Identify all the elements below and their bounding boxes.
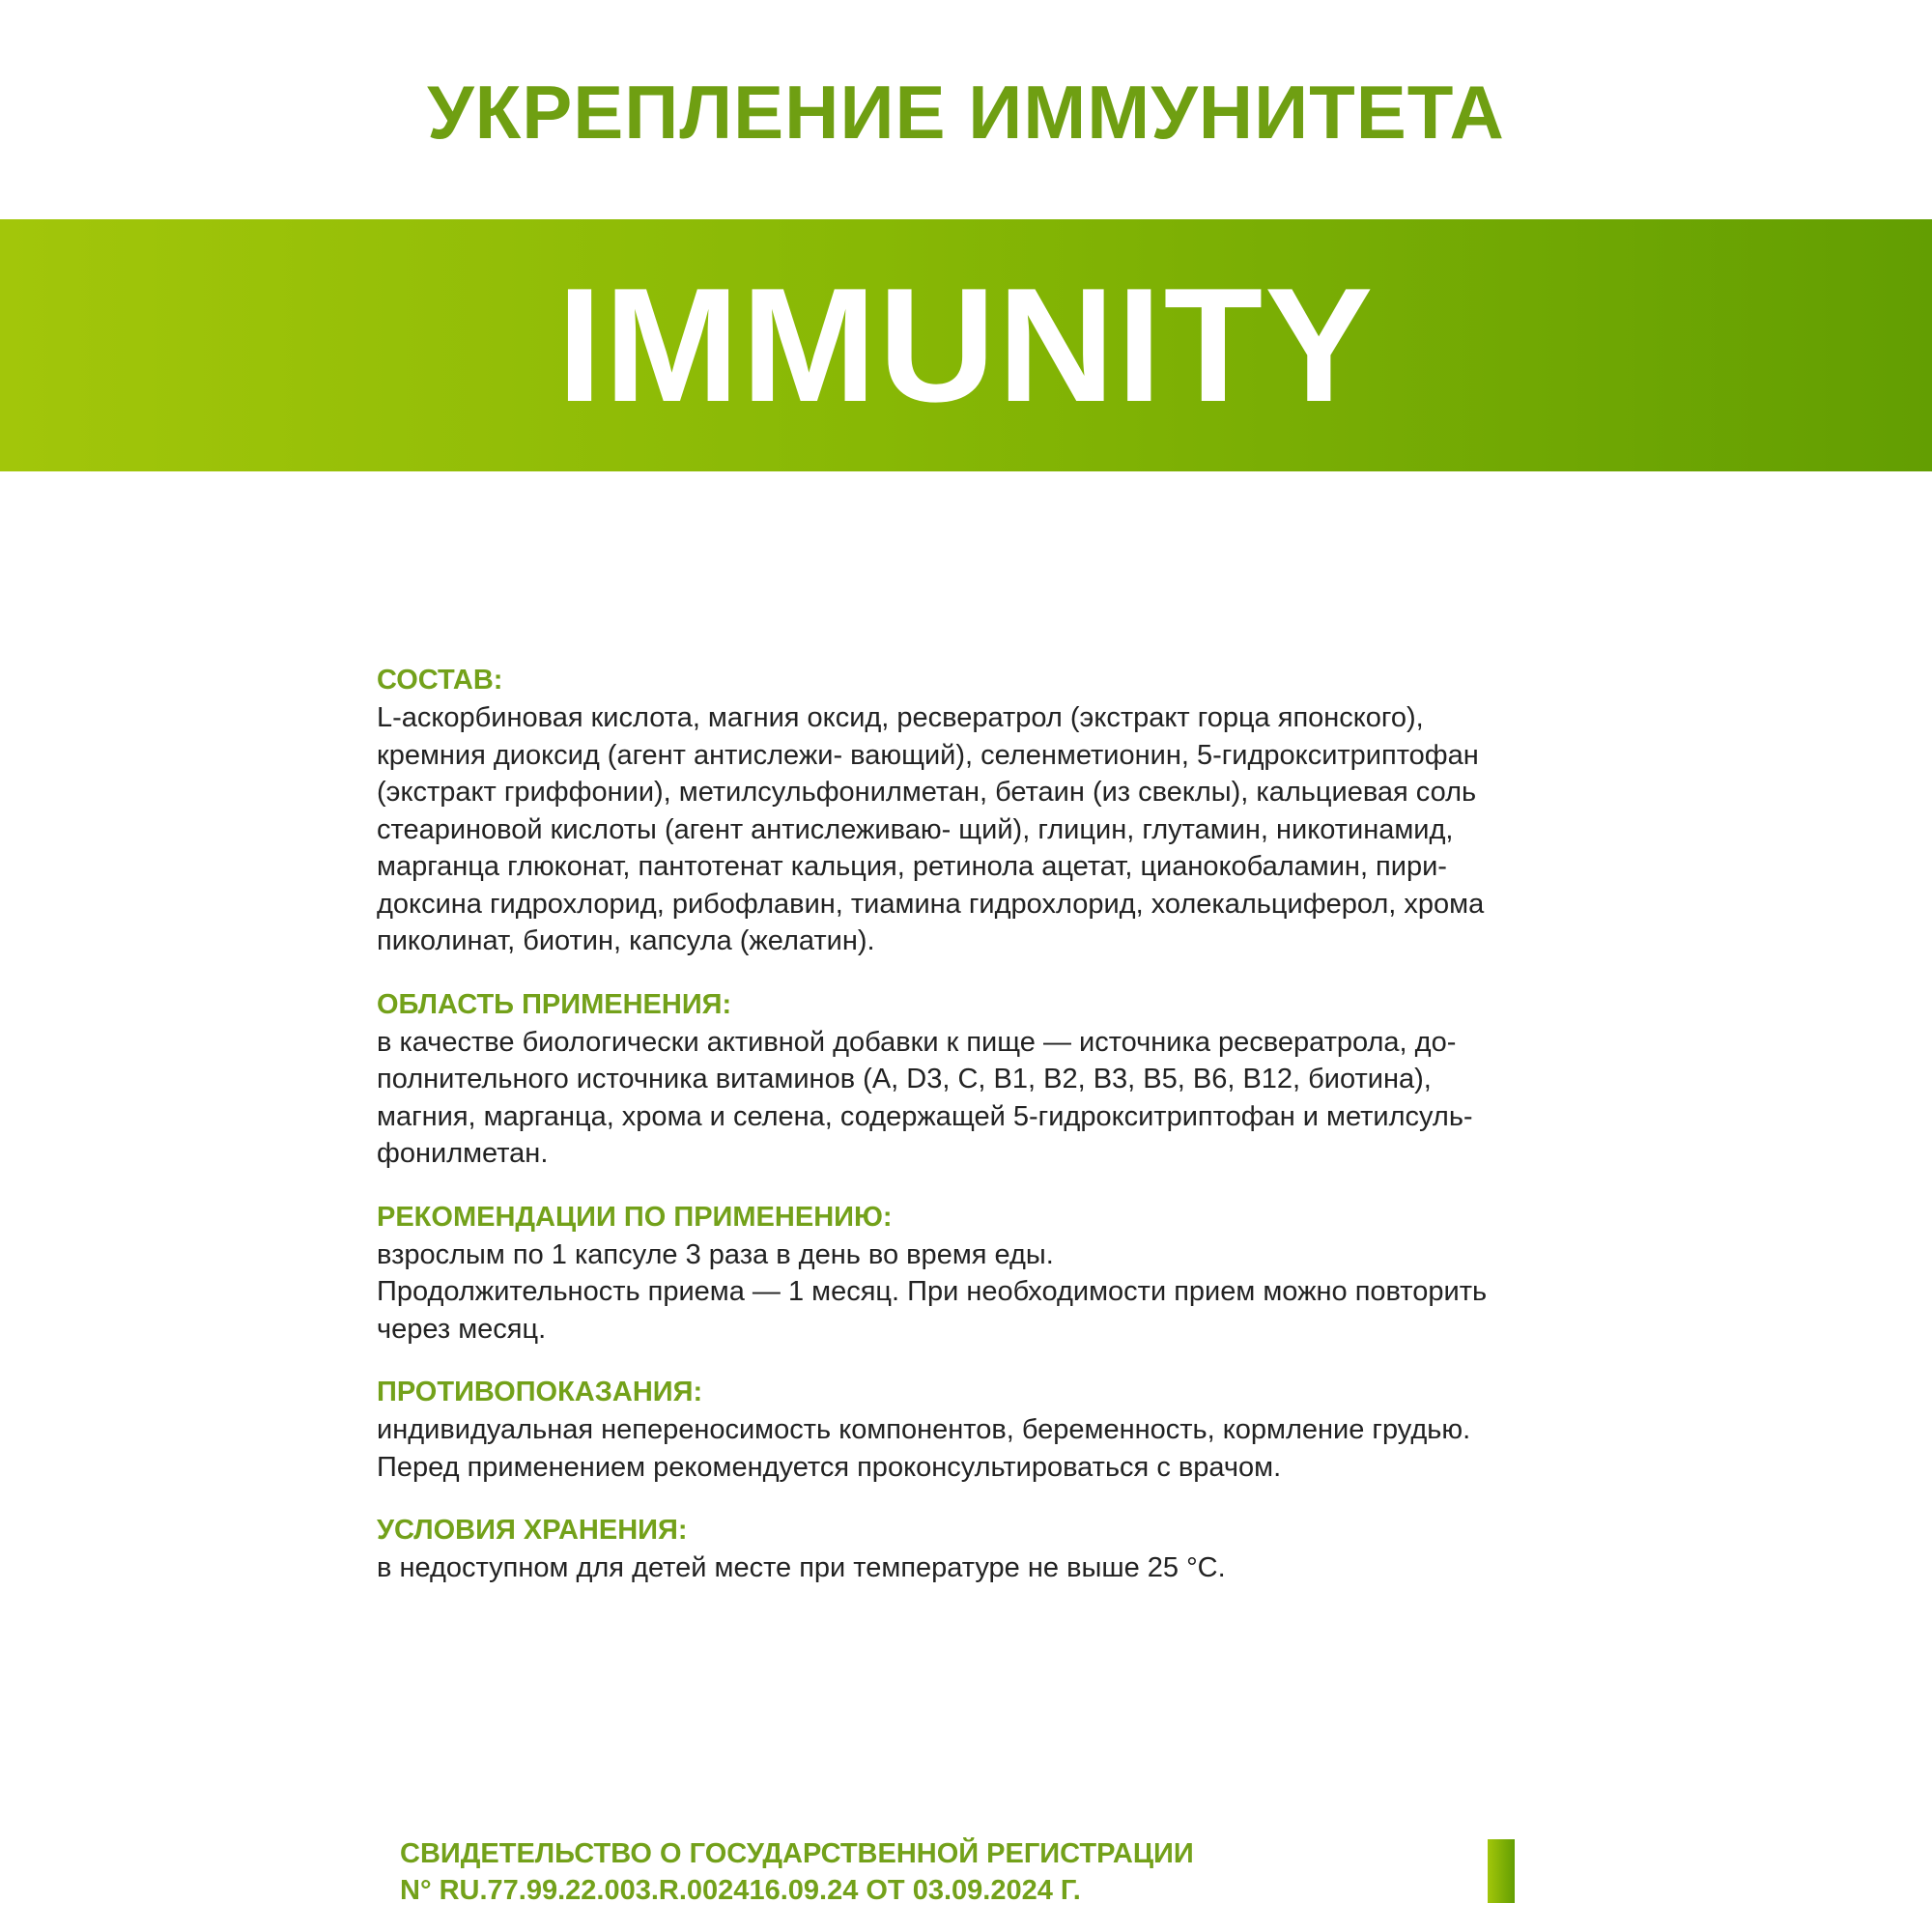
certificate-number: N° RU.77.99.22.003.R.002416.09.24 ОТ 03.09.2024 Г. bbox=[400, 1875, 1081, 1906]
usage-heading: РЕКОМЕНДАЦИИ ПО ПРИМЕНЕНИЮ: bbox=[377, 1201, 893, 1233]
text-line: марганца глюконат, пантотенат кальция, ретинола ацетат, цианокобаламин, пири- bbox=[377, 851, 1447, 882]
composition-heading: СОСТАВ: bbox=[377, 665, 503, 696]
page-title: УКРЕПЛЕНИЕ ИММУНИТЕТА bbox=[427, 70, 1505, 155]
text-line: магния, марганца, хрома и селена, содержащей 5-гидрокситриптофан и метилсуль- bbox=[377, 1100, 1473, 1132]
text-line: Продолжительность приема — 1 месяц. При необходимости прием можно повторить bbox=[377, 1276, 1488, 1307]
composition-section bbox=[377, 661, 1565, 960]
contraindications-text bbox=[377, 1411, 1565, 1486]
storage-text bbox=[377, 1549, 1565, 1587]
text-line: полнительного источника витаминов (А, D3, С, В1, В2, В3, В5, В6, В12, биотина), bbox=[377, 1064, 1432, 1094]
contraindications-heading: ПРОТИВОПОКАЗАНИЯ: bbox=[377, 1377, 703, 1407]
registration-certificate bbox=[400, 1835, 1366, 1909]
text-line: (экстракт гриффонии), метилсульфонилметан, бетаин (из свеклы), кальциевая соль bbox=[377, 777, 1477, 808]
product-banner bbox=[0, 219, 1932, 471]
text-line: доксина гидрохлорид, рибофлавин, тиамина гидрохлорид, холекальциферол, хрома bbox=[377, 888, 1485, 920]
usage-section bbox=[377, 1198, 1565, 1349]
text-line: фонилметан. bbox=[377, 1138, 549, 1169]
text-line: в качестве биологически активной добавки к пище — источника ресвератрола, до- bbox=[377, 1026, 1457, 1058]
usage-text bbox=[377, 1236, 1565, 1349]
text-line: взрослым по 1 капсуле 3 раза в день во время еды. bbox=[377, 1238, 1054, 1270]
text-line: пиколинат, биотин, капсула (желатин). bbox=[377, 925, 875, 956]
text-line: через месяц. bbox=[377, 1313, 547, 1345]
text-line: стеариновой кислоты (агент антислеживаю- щий), глицин, глутамин, никотинамид, bbox=[377, 813, 1454, 845]
text-line: L-аскорбиновая кислота, магния оксид, ресвератрол (экстракт горца японского), bbox=[377, 702, 1424, 733]
product-name: IMMUNITY bbox=[556, 254, 1376, 436]
accent-bar bbox=[1488, 1839, 1515, 1903]
application-heading: ОБЛАСТЬ ПРИМЕНЕНИЯ: bbox=[377, 988, 732, 1020]
text-line: Перед применением рекомендуется проконсультироваться с врачом. bbox=[377, 1451, 1282, 1483]
text-line: в недоступном для детей месте при температуре не выше 25 °С. bbox=[377, 1552, 1226, 1583]
composition-text bbox=[377, 699, 1565, 960]
product-info bbox=[377, 661, 1565, 1612]
storage-section bbox=[377, 1511, 1565, 1587]
application-section bbox=[377, 985, 1565, 1173]
text-line: кремния диоксид (агент антислежи- вающий), селенметионин, 5-гидрокситриптофан bbox=[377, 739, 1479, 771]
storage-heading: УСЛОВИЯ ХРАНЕНИЯ: bbox=[377, 1515, 688, 1546]
text-line: индивидуальная непереносимость компонентов, беременность, кормление грудью. bbox=[377, 1414, 1471, 1445]
application-text bbox=[377, 1024, 1565, 1173]
certificate-title: СВИДЕТЕЛЬСТВО О ГОСУДАРСТВЕННОЙ РЕГИСТРАЦИИ bbox=[400, 1838, 1194, 1869]
contraindications-section bbox=[377, 1373, 1565, 1486]
